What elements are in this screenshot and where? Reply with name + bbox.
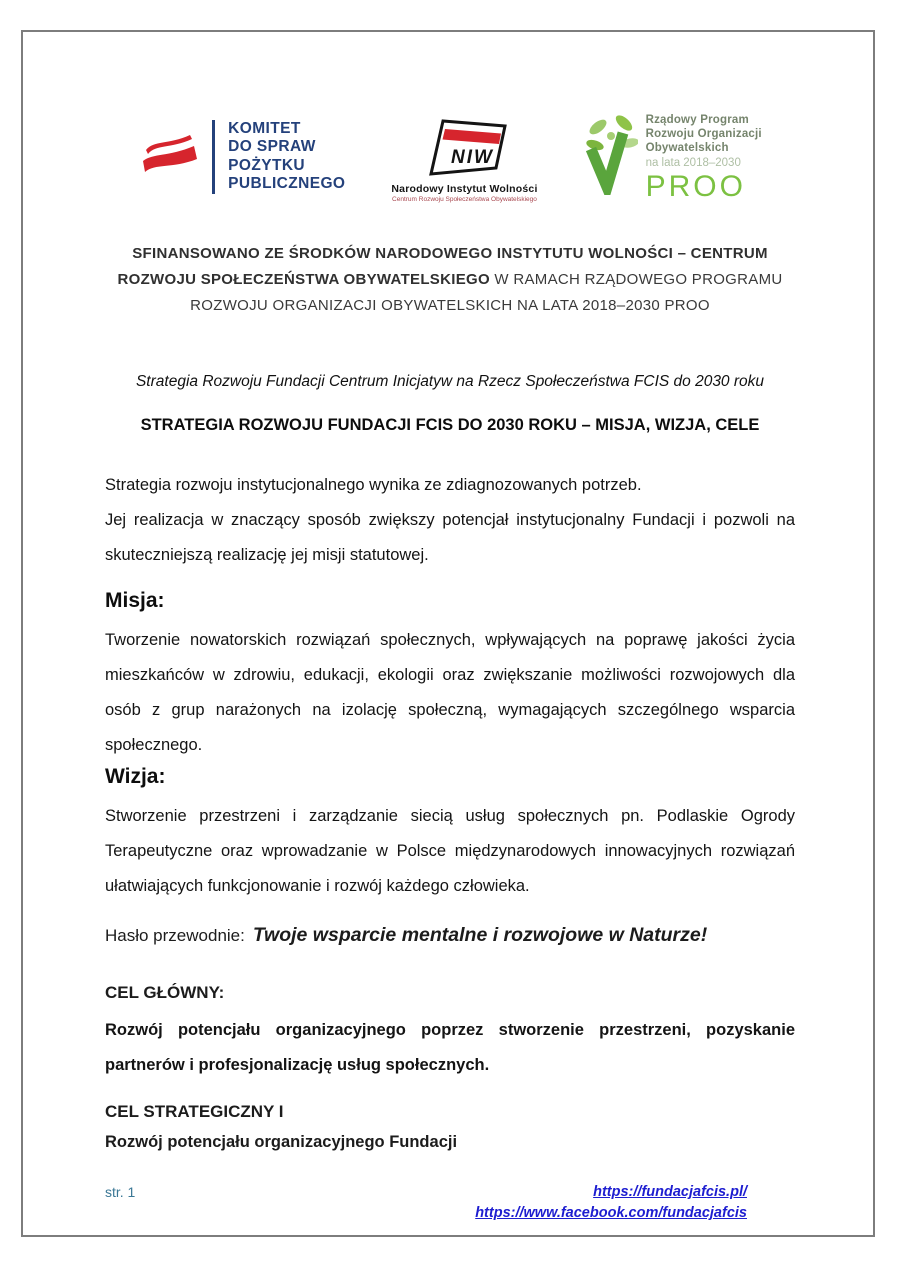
strategic-goal-heading: CEL STRATEGICZNY I [105,1102,284,1121]
niw-logo [391,116,537,203]
main-goal-paragraph: Rozwój potencjału organizacyjnego poprzez stworzenie przestrzeni, pozyskanie partnerów i profesjonalizację usług społecznych. [105,1021,795,1074]
niw-flag-icon [415,116,513,181]
komitet-line: KOMITET [228,119,301,137]
komitet-line: POŻYTKU [228,156,306,174]
niw-subtitle: Centrum Rozwoju Społeczeństwa Obywatelskiego [392,196,537,203]
funding-statement [105,241,795,319]
website-link[interactable]: https://fundacjafcis.pl/ [593,1184,747,1200]
proo-years: na lata 2018–2030 [645,156,741,169]
proo-flower-icon [584,111,638,200]
logo-row [105,108,795,205]
wizja-heading: Wizja: [105,765,166,788]
komitet-line: PUBLICZNEGO [228,175,346,192]
wizja-paragraph: Stworzenie przestrzeni i zarządzanie siecią usług społecznych pn. Podlaskie Ogrody Terapeutyczne oraz wprowadzanie w Polsce międzynarodowych innowacyjnych rozwiązań ułatwiających funkcjonowanie i rozwój każdego człowieka. [105,807,795,895]
page-content [105,0,795,1224]
intro-paragraph [105,468,795,573]
funding-line-1: SFINANSOWANO ZE ŚRODKÓW NARODOWEGO INSTYTUTU WOLNOŚCI – CENTRUM [132,245,768,262]
komitet-logo [138,120,345,194]
proo-wordmark [646,111,762,203]
page-number: str. 1 [105,1184,136,1200]
document-title: STRATEGIA ROZWOJU FUNDACJI FCIS DO 2030 ROKU – MISJA, WIZJA, CELE [140,416,760,434]
proo-program-line: Rządowy Program [645,113,749,126]
proo-logo [584,111,762,203]
misja-heading: Misja: [105,589,165,612]
komitet-separator [212,120,215,194]
facebook-link[interactable]: https://www.facebook.com/fundacjafcis [475,1205,747,1221]
proo-acronym: PROO [645,169,746,203]
polish-flag-icon [138,130,202,183]
intro-line-1: Strategia rozwoju instytucjonalnego wynika ze zdiagnozowanych potrzeb. [105,476,642,494]
document-subtitle: Strategia Rozwoju Fundacji Centrum Inicjatyw na Rzecz Społeczeństwa FCIS do 2030 roku [135,373,765,390]
proo-program-line: Rozwoju Organizacji [645,127,762,140]
funding-line-3: ROZWOJU ORGANIZACJI OBYWATELSKICH NA LATA 2018–2030 PROO [190,297,710,314]
motto-text: Twoje wsparcie mentalne i rozwojowe w Naturze! [252,924,708,946]
motto-label: Hasło przewodnie: [105,926,245,945]
niw-name: Narodowy Instytut Wolności [391,183,538,195]
motto-line [105,920,795,951]
intro-line-2: Jej realizacja w znaczący sposób zwiększy potencjał instytucjonalny Fundacji i pozwoli na skuteczniejszą realizację jej misji statutowej. [105,511,795,564]
page-footer [105,1182,795,1224]
strategic-goal-paragraph: Rozwój potencjału organizacyjnego Fundacji [105,1133,458,1151]
main-goal-heading: CEL GŁÓWNY: [105,983,225,1002]
proo-program-line: Obywatelskich [645,141,729,154]
footer-links [475,1182,795,1224]
misja-paragraph: Tworzenie nowatorskich rozwiązań społecznych, wpływających na poprawę jakości życia mieszkańców w zdrowiu, edukacji, ekologii oraz zwiększanie możliwości rozwojowych dla osób z grup narażonych na izolację społeczną, wymagających szczególnego wsparcia społecznego. [105,631,795,754]
komitet-wordmark [228,120,345,194]
funding-line-2: ROZWOJU SPOŁECZEŃSTWA OBYWATELSKIEGO W RAMACH RZĄDOWEGO PROGRAMU [117,271,783,288]
svg-text:NIW: NIW [451,147,495,168]
komitet-line: DO SPRAW [228,138,316,155]
